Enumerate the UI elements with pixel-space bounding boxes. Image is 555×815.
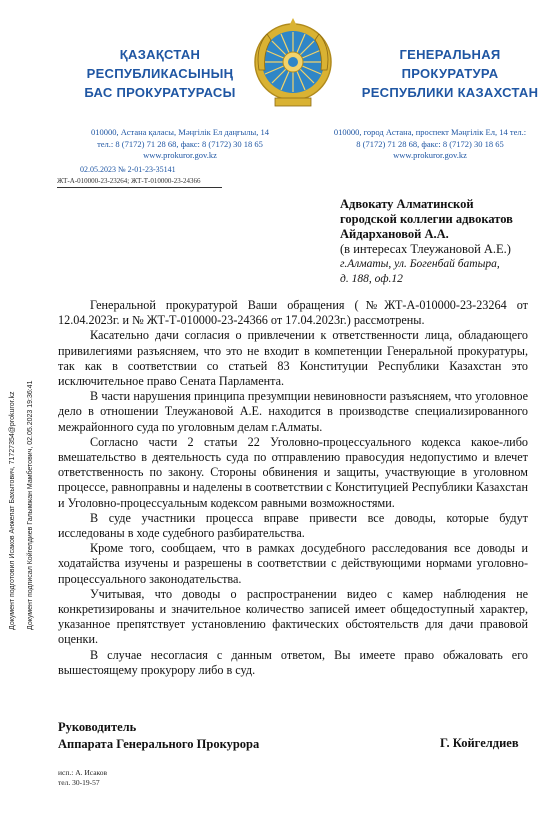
incoming-numbers: ЖТ-А-010000-23-23264; ЖТ-Т-010000-23-24366 xyxy=(57,177,201,185)
address-line: 010000, город Астана, проспект Мәңгілік Ел, 14 тел.: xyxy=(333,127,527,137)
recipient-block xyxy=(340,197,555,287)
header-russian-name xyxy=(350,45,550,102)
recipient-line: городской коллегии адвокатов xyxy=(340,212,513,226)
address-line: 8 (7172) 71 28 68, факс: 8 (7172) 30 18 65 xyxy=(356,138,504,149)
body-paragraph: Касательно дачи согласия о привлечении к ответственности лица, обладающего привилегиями разъясняем, что это не входит в компетенции Генеральной прокуратуры, так как в соответствии со статьей 83 Конституции Республики Казахстан это исключительное право Сената Парламента. xyxy=(58,328,528,389)
executor-phone: тел. 30-19-57 xyxy=(58,778,100,787)
side-stamp-prepared: Документ подготовил Исаков Анжелат Бахытович, 71727354@prokuror.kz xyxy=(9,391,16,630)
header-russian-line: ПРОКУРАТУРА xyxy=(401,66,499,81)
signatory-name: Г. Койгелдиев xyxy=(440,736,519,750)
body-paragraph: В случае несогласия с данным ответом, Вы имеете право обжаловать его вышестоящему прокурору либо в суд. xyxy=(58,647,528,677)
address-russian xyxy=(305,127,555,162)
recipient-note: (в интересах Тлеужановой А.Е.) xyxy=(340,242,511,256)
recipient-address: д. 188, оф.12 xyxy=(340,273,403,285)
body-paragraph: В суде участники процесса вправе привести все доводы, которые будут исследованы в ходе судебного разбирательства. xyxy=(58,510,528,541)
address-line: 010000, Астана қаласы, Мәңгілік Ел даңғылы, 14 xyxy=(91,127,269,137)
recipient-line: Адвокату Алматинской xyxy=(340,197,474,211)
signatory-title-line: Аппарата Генерального Прокурора xyxy=(58,737,260,751)
website-link[interactable]: www.prokuror.gov.kz xyxy=(143,150,217,160)
body-paragraph: В части нарушения принципа презумпции невиновности разъясняем, что уголовное дело в отношении Тлеужановой А.Е. находится в производстве специализированного межрайонного суда по уголовным делам г.Алматы. xyxy=(58,389,528,434)
outgoing-number: 02.05.2023 № 2-01-23-35141 xyxy=(80,165,176,174)
header-kazakh-line: БАС ПРОКУРАТУРАСЫ xyxy=(84,85,236,100)
website-link[interactable]: www.prokuror.gov.kz xyxy=(393,150,467,160)
side-stamp-signed: Документ подписал Койгелдиев Галымжан Мамбетович, 02.05.2023 19:36:41 xyxy=(27,380,34,630)
header-kazakh-line: РЕСПУБЛИКАСЫНЫҢ xyxy=(86,66,234,81)
side-stamps xyxy=(3,300,43,630)
recipient-name: Айдархановой А.А. xyxy=(340,227,449,241)
signatory-title xyxy=(58,719,259,753)
header-russian-line: РЕСПУБЛИКИ КАЗАХСТАН xyxy=(361,85,539,100)
body-paragraph: Генеральной прокуратурой Ваши обращения (№ЖТ-А-010000-23-23264 от 12.04.2023г. и № ЖТ-Т-010000-23-24366 от 17.04.2023г.) рассмотрены. xyxy=(58,298,528,328)
body-paragraph: Учитывая, что доводы о распространении видео с камер наблюдения не конкретизированы и значительное количество записей имеет общедоступный характер, указанное препятствует установлению фактических обстоятельств для дачи правовой оценки. xyxy=(58,586,528,647)
body-paragraph: Согласно части 2 статьи 22 Уголовно-процессуального кодекса какое-либо вмешательство в деятельность суда по отправлению правосудия недопустимо и влечет ответственность по закону. Стороны обвинения и защиты, участвующие в уголовном процессе, равноправны и наделены в соответствии с Конституцией Республики Казахстан и Уголовно-процессуальным кодексом равными возможностями. xyxy=(58,434,528,510)
registration-underline xyxy=(57,187,222,188)
letter-body xyxy=(58,298,528,678)
header-russian-line: ГЕНЕРАЛЬНАЯ xyxy=(399,47,501,62)
executor-name: исп.: А. Исаков xyxy=(58,768,108,777)
signatory-title-line: Руководитель xyxy=(58,720,137,734)
executor-info xyxy=(58,768,107,788)
emblem-kazakhstan-icon xyxy=(253,18,333,110)
recipient-address: г.Алматы, ул. Богенбай батыра, xyxy=(340,258,500,270)
header-kazakh-name xyxy=(60,45,260,102)
body-paragraph: Кроме того, сообщаем, что в рамках досудебного расследования все доводы и ходатайства изучены и разрешены в соответствии с действующими нормами уголовно-процессуального законодательства. xyxy=(58,541,528,586)
header-kazakh-line: ҚАЗАҚСТАН xyxy=(119,47,201,62)
address-kazakh xyxy=(60,127,300,162)
address-line: тел.: 8 (7172) 71 28 68, факс: 8 (7172) 30 18 65 xyxy=(97,138,263,149)
